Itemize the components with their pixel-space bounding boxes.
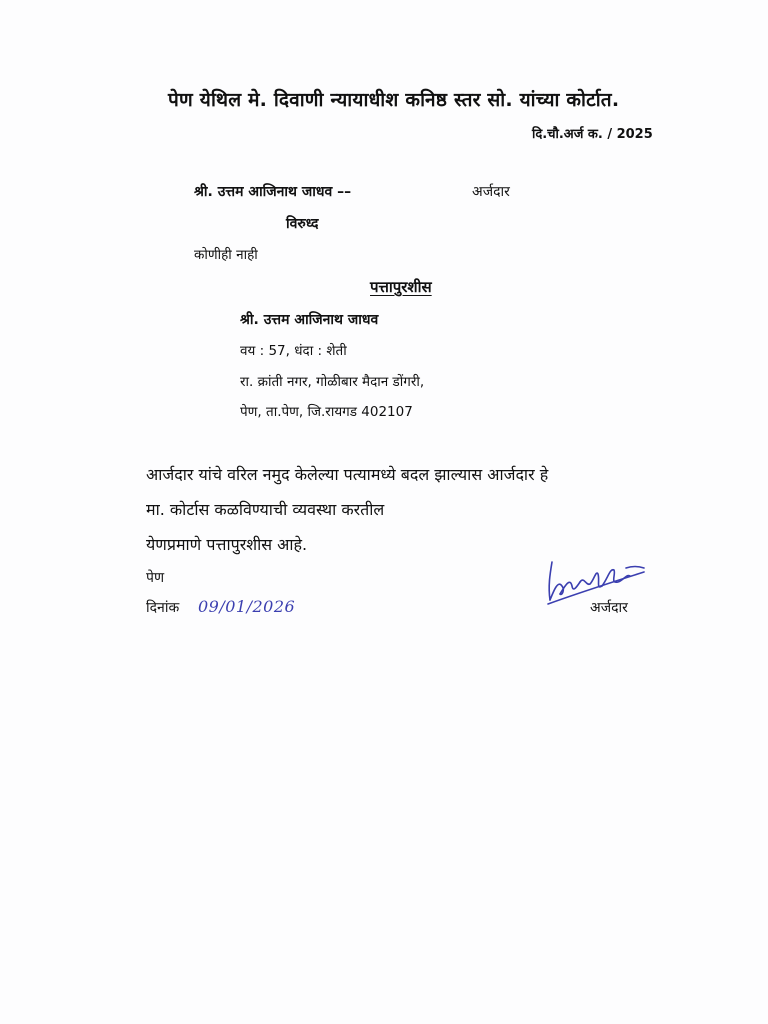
versus-label: विरुध्द xyxy=(286,216,319,232)
address-residence: रा. क्रांती नगर, गोळीबार मैदान डोंगरी, xyxy=(240,374,425,390)
case-number: दि.चौ.अर्ज क. / 2025 xyxy=(532,127,653,142)
address-city: पेण, ता.पेण, जि.रायगड 402107 xyxy=(240,404,413,420)
applicant-role: अर्जदार xyxy=(472,184,510,200)
date-value: 09/01/2026 xyxy=(198,597,296,616)
body-line-2: मा. कोर्टास कळविण्याची व्यवस्था करतील xyxy=(146,500,385,519)
body-line-3: येणप्रमाणे पत्तापुरशीस आहे. xyxy=(146,535,308,554)
date-label: दिनांक xyxy=(146,600,180,616)
court-title: पेण येथिल मे. दिवाणी न्यायाधीश कनिष्ठ स्तर सो. यांच्या कोर्टात. xyxy=(168,89,620,111)
applicant-name: श्री. उत्तम आजिनाथ जाधव –– xyxy=(194,184,352,200)
body-line-1: आर्जदार यांचे वरिल नमुद केलेल्या पत्यामध्ये बदल झाल्यास आर्जदार हे xyxy=(146,465,549,484)
document-heading: पत्तापुरशीस xyxy=(370,278,432,296)
respondent: कोणीही नाही xyxy=(194,247,258,263)
signatory-role: अर्जदार xyxy=(590,600,628,616)
place-label: पेण xyxy=(146,570,165,586)
address-name: श्री. उत्तम आजिनाथ जाधव xyxy=(240,312,379,328)
address-age-occupation: वय : 57, धंदा : शेती xyxy=(240,343,347,359)
